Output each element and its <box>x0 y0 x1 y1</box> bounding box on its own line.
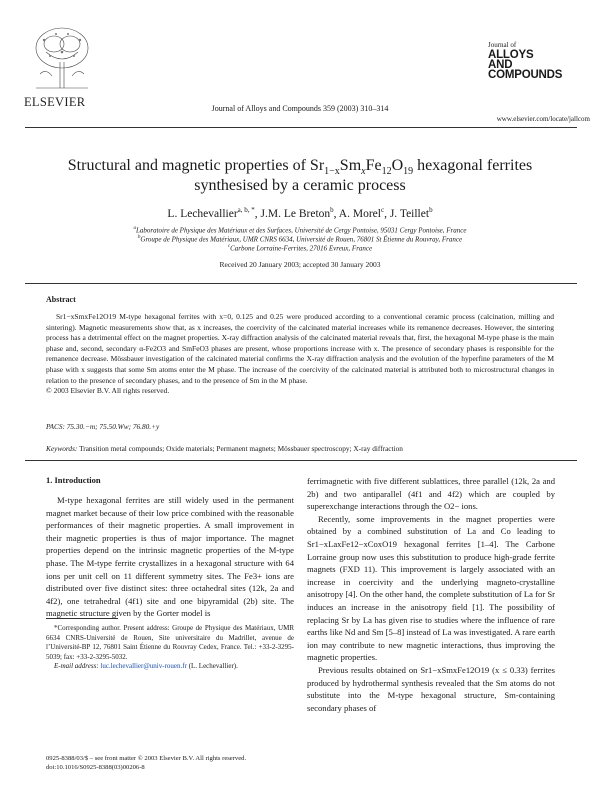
keywords <box>46 444 403 453</box>
publisher-name: ELSEVIER <box>24 95 86 109</box>
email-label: E-mail address: <box>54 662 99 671</box>
footnote-text: *Corresponding author. Present address: Groupe de Physique des Matériaux, UMR 6634 CNRS-Université de Rouen, Site universitaire du Madrillet, avenue de l’Université-BP 12, 76801 Saint Étienne du Rouvray Cedex, France. Tel.: +33-2-3295-5039; fax: +33-2-3295-5032. <box>46 624 294 661</box>
abstract-text: Sr1−xSmxFe12O19 M-type hexagonal ferrites with x=0, 0.125 and 0.25 were produced according to a conventional ceramic process (calcination, milling and sintering). Magnetic measurements show that, as x increases, the coercivity of the calcinated material increases while its remanence decreases. However, the sintering process has a detrimental effect on the magnet properties. X-ray diffraction analysis of the calcinated material reveals that, first, the hexagonal M-type phase is the main phase and, second, secondary α-Fe2O3 and SmFeO3 phases are present, whose proportions increase with x. The presence of secondary phases is responsible for the remanence decrease. Mössbauer investigation of the calcinated material confirms the X-ray diffraction analysis and the evolution of the hyperfine parameters of the M phase with x suggests that some Sm atoms enter the M phase. The increase of the coercivity of the calcinated material is attributed both to microstructural changes in relation to the presence of secondary phases, and to the presence of Sm in the M phase. <box>46 312 554 385</box>
abstract-bottom-rule <box>25 460 577 461</box>
paragraph: Previous results obtained on Sr1−xSmxFe12O19 (x ≤ 0.33) ferrites produced by hydrothermal synthesis revealed that the Sm atoms do not substitute into the M-type hexagonal structure, Sm-containing secondary phases of <box>307 664 555 713</box>
abstract-heading: Abstract <box>46 295 76 304</box>
author: L. Lechevallier <box>167 207 238 220</box>
affiliation: $^b$Groupe de Physique des Matériaux, UMR CNRS 6634, Université de Rouen, 76801 St Étienne du Rouvray, France <box>137 235 463 244</box>
doi-line: doi:10.1016/S0925-8388(03)00206-8 <box>46 764 145 771</box>
issn-line: 0925-8388/03/$ – see front matter © 2003 Elsevier B.V. All rights reserved. <box>46 755 247 762</box>
paragraph: ferrimagnetic with five different sublattices, three parallel (12k, 2a and 2b) and two antiparallel (4f1 and 4f2) which are coupled by superexchange interactions through the O2− ions. <box>307 476 555 512</box>
email-link[interactable]: luc.lechevallier@univ-rouen.fr <box>100 662 187 671</box>
pacs-codes: PACS: 75.30.−m; 75.50.Ww; 76.80.+y <box>46 422 160 431</box>
keywords-label: Keywords: <box>46 444 78 453</box>
footnote-rule <box>46 618 118 619</box>
received-dates: Received 20 January 2003; accepted 30 January 2003 <box>219 260 381 269</box>
corresponding-author-footnote: *Corresponding author. Present address: Groupe de Physique des Matériaux, UMR 6634 CNRS-Université de Rouen, Site universitaire du Madrillet, avenue de l’Université-BP 12, 76801 Saint Étienne du Rouvray Cedex, France. Tel.: +33-2-3295-5039; fax: +33-2-3295-5032. E-mail address: luc.lechevallier@univ-rouen.fr (L. Lechevallier). <box>46 624 294 671</box>
journal-url[interactable]: www.elsevier.com/locate/jallcom <box>496 115 590 123</box>
journal-brand-prefix: Journal of <box>488 41 517 49</box>
paper-title: Structural and magnetic properties of $Sr_{1-x}Sm_xFe_{12}O_{19}$ hexagonal ferrites synthesised by a ceramic process <box>67 157 533 194</box>
paragraph: M-type hexagonal ferrites are still widely used in the permanent magnet market because of their low price combined with the reasonable performances of their magnetic properties. A small improvement in their magnetic properties is thus of major importance. The magnet properties depend on the intrinsic magnetic properties of the M-type phase. The M-type ferrite crystallizes in a hexagonal structure with 64 ions per unit cell on 11 different symmetry sites. The Fe3+ ions are distributed over five distinct sites: three octahedral sites (12k, 2a and 4f2), one tetrahedral (4f1) site and one bipyramidal (2b) site. The magnetic structure given by the Gorter model is <box>46 495 294 619</box>
author: J. Teillet <box>389 207 430 220</box>
author: A. Morel <box>338 207 381 220</box>
journal-brand <box>488 40 588 80</box>
right-column <box>307 475 555 714</box>
front-matter-info <box>46 754 246 772</box>
abstract-body <box>46 312 554 397</box>
author-list: L. Lechevallier$^{a, b, *}$, J.M. Le Breton$^b$, A. Morel$^c$, J. Teillet$^b$ <box>167 206 433 220</box>
affiliation: $^a$Laboratoire de Physique des Matériaux et des Surfaces, Université de Cergy Pontoise, 95031 Cergy Pontoise, France <box>133 226 467 235</box>
abstract-top-rule <box>25 283 577 284</box>
affiliation: $^c$Carbone Lorraine-Ferrites, 27016 Evreux, France <box>227 244 373 253</box>
section-heading: 1. Introduction <box>46 475 101 485</box>
left-column <box>46 494 294 620</box>
paragraph: Recently, some improvements in the magnet properties were obtained by a combined substitution of La and Co leading to Sr1−xLaxFe12−xCoxO19 hexagonal ferrites [1–4]. The Carbone Lorraine group now uses this substitution to produce high-grade ferrite magnets (FXD 11). This improvement is largely associated with an increase in coercivity and the underlying magneto-crystalline anisotropy [4]. On the other hand, the complete substitution of La for Sr induces an increase in the anisotropy field [1]. The possibility of replacing Sr by La has given rise to studies where the influence of rare earths like Nd and Sm [5–8] instead of La was investigated. A rare earth ion may contribute to new magnetic interactions, thus improving the magnetic properties. <box>307 513 555 663</box>
journal-brand-line2: AND COMPOUNDS <box>488 59 563 81</box>
journal-brand-line1: ALLOYS <box>488 49 534 61</box>
keywords-text: Transition metal compounds; Oxide materials; Permanent magnets; Mössbauer spectroscopy; X-ray diffraction <box>79 444 403 453</box>
author: J.M. Le Breton <box>260 207 331 220</box>
copyright: © 2003 Elsevier B.V. All rights reserved. <box>46 386 170 396</box>
header-rule <box>25 127 577 128</box>
elsevier-tree-logo <box>26 22 98 92</box>
journal-citation: Journal of Alloys and Compounds 359 (2003) 310–314 <box>211 104 389 113</box>
